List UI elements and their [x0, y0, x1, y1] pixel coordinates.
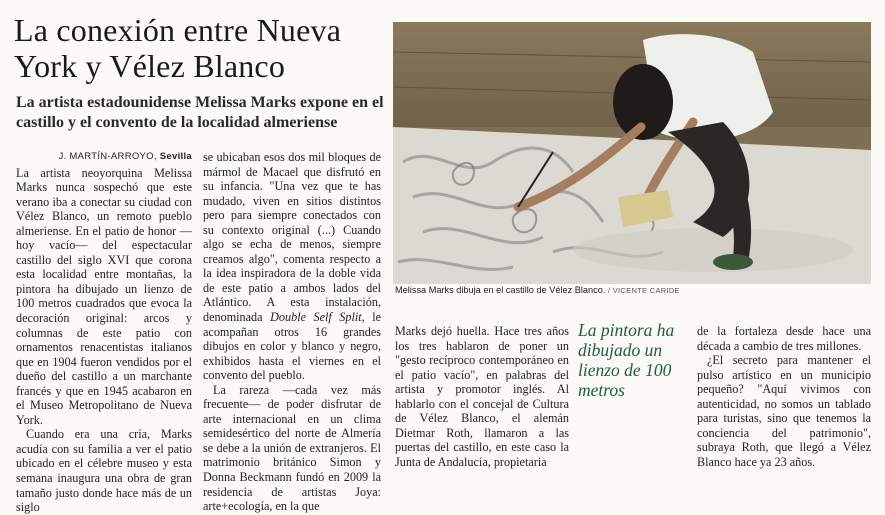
- article-photo: [393, 22, 871, 284]
- pull-quote: La pintora ha dibujado un lienzo de 100 metros: [578, 320, 675, 400]
- photo-caption: [395, 285, 870, 295]
- artwork-title: Double Self Split: [270, 310, 362, 325]
- column-1: [16, 150, 192, 515]
- col1-paragraph-1: La artista neoyorquina Melissa Marks nunca sospechó que este verano iba a conectar su ciudad con Vélez Blanco, un remoto pueblo almeriense. En el patio de honor —hoy vacío— del espectacular castillo del siglo XVI que corona esta localidad entre montañas, la pintora ha dibujado un lienzo de 100 metros cuadrados que evoca la decoración original: arcos y columnas de este patio con ornamentos renacentistas italianos que en 1904 fueron vendidos por el dueño del castillo a un marchante francés y que en 1945 acabaron en el Museo Metropolitano de Nueva York.: [16, 165, 192, 427]
- headline: La conexión entre Nueva York y Vélez Blanco: [14, 12, 342, 84]
- subheadline: La artista estadounidense Melissa Marks expone en el castillo y el convento de la localidad almeriense: [16, 94, 384, 131]
- artist-drawing-photo: [393, 22, 871, 284]
- byline-place: Sevilla: [159, 151, 192, 162]
- column-2: [203, 150, 381, 514]
- col2-paragraph-2: La rareza —cada vez más frecuente— de poder disfrutar de arte internacional en un clima semidesértico del norte de Almería se debe a la unión de extranjeros. El matrimonio británico Simon y Donna Beckmann fundó en 2009 la residencia de artistas Joya: arte+ecología, en la que: [203, 382, 381, 514]
- col2-p1-text-a: se ubicaban esos dos mil bloques de mármol de Macael que disfrutó en su infancia. "Una vez que te has mudado, viven en sitios distintos pero para siempre conectados con su contexto original (...) Cuando algo se echa de menos, siempre creamos algo", comenta respecto a la idea inspiradora de la doble vida de este patio a ambos lados del Atlántico. A esta instalación, denominada: [203, 150, 381, 325]
- col3-paragraph-1: Marks dejó huella. Hace tres años los tres hablaron de poner un "gesto recíproco contemporáneo en el patio vacío", en palabras del artista y promotor inglés. Al hablarlo con el concejal de Cultura de Vélez Blanco, el alemán Dietmar Roth, llamaron a las puertas del castillo, en este caso la Junta de Andalucía, propietaria: [395, 324, 569, 469]
- col4-paragraph-2: ¿El secreto para mantener el pulso artístico en un municipio pequeño? "Aquí vivimos con autenticidad, no somos un tablado para turistas, sino que tenemos la conciencia del patrimonio", subraya Roth, que llegó a Vélez Blanco hace ya 23 años.: [697, 353, 871, 469]
- col2-p1-text-b: , le acompañan otros 16 grandes dibujos en color y blanco y negro, exhibidos hasta el viernes en el convento del pueblo.: [203, 310, 382, 383]
- caption-text: Melissa Marks dibuja en el castillo de Vélez Blanco.: [395, 285, 606, 295]
- byline-author: J. MARTÍN-ARROYO,: [58, 151, 157, 162]
- column-4: [697, 324, 871, 469]
- col1-paragraph-2: Cuando era una cría, Marks acudía con su familia a ver el patio ubicado en el célebre museo y esta semana inaugura una obra de gran tamaño justo donde hace más de un siglo: [16, 427, 192, 515]
- photo-credit: / VICENTE CARIDE: [607, 286, 680, 295]
- col2-paragraph-1: [203, 150, 381, 383]
- col4-paragraph-1: de la fortaleza desde hace una década a cambio de tres millones.: [697, 324, 871, 353]
- byline: [16, 150, 192, 165]
- column-3: [395, 324, 569, 469]
